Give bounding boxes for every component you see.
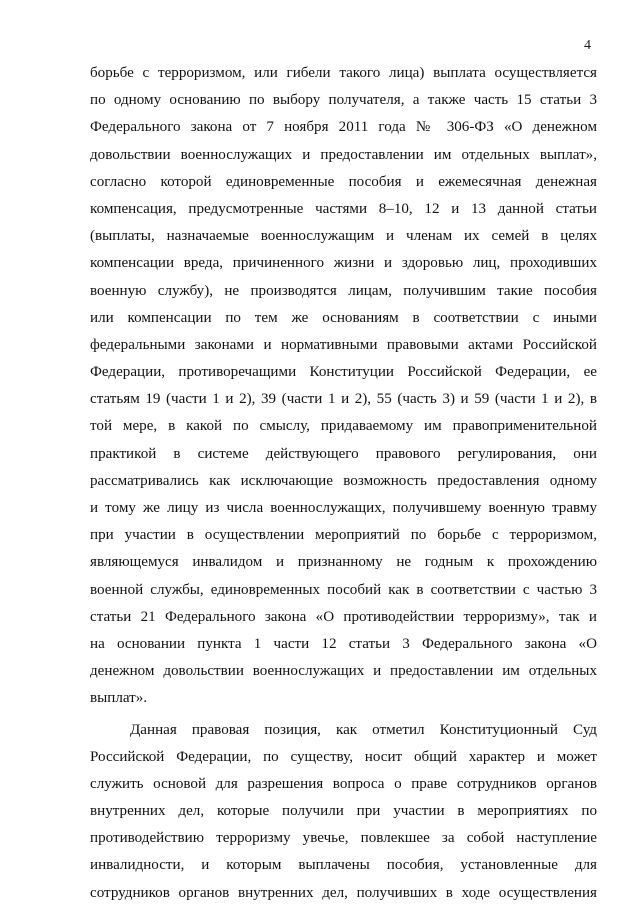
text-line: денежном довольствии военнослужащих и предоставлении им отдельных bbox=[90, 663, 597, 680]
text-line: при участии в осуществлении мероприятий по борьбе с терроризмом, bbox=[90, 527, 597, 544]
text-line: статьи 21 Федерального закона «О противодействии терроризму», так и bbox=[90, 608, 597, 625]
text-line: Данная правовая позиция, как отметил Конституционный Суд bbox=[130, 721, 597, 738]
text-line: противодействию терроризму увечье, повлекшее за собой наступление bbox=[90, 830, 597, 847]
page-number: 4 bbox=[584, 38, 591, 53]
text-line: рассматривались как исключающие возможность предоставления одному bbox=[90, 472, 597, 489]
paragraph-1 bbox=[90, 60, 597, 713]
text-line: сотрудников органов внутренних дел, получивших в ходе осуществления bbox=[90, 884, 597, 901]
text-line: Федерального закона от 7 ноября 2011 года № 306-ФЗ «О денежном bbox=[90, 119, 597, 136]
text-line: военной службы, единовременных пособий как в соответствии с частью 3 bbox=[90, 581, 597, 598]
text-line: по одному основанию по выбору получателя, а также часть 15 статьи 3 bbox=[90, 92, 597, 109]
text-line: практикой в системе действующего правового регулирования, они bbox=[90, 445, 597, 462]
text-line: Федерации, противоречащими Конституции Российской Федерации, ее bbox=[90, 364, 597, 381]
text-line: борьбе с терроризмом, или гибели такого лица) выплата осуществляется bbox=[90, 65, 597, 81]
text-line: являющемуся инвалидом и признанному не годным к прохождению bbox=[90, 554, 597, 571]
text-line: (выплаты, назначаемые военнослужащим и членам их семей в целях bbox=[90, 228, 597, 245]
paragraph-2 bbox=[90, 717, 597, 907]
text-line: компенсации вреда, причиненного жизни и здоровью лиц, проходивших bbox=[90, 255, 597, 272]
text-line: на основании пункта 1 части 12 статьи 3 Федерального закона «О bbox=[90, 635, 597, 652]
text-line: или компенсации по тем же основаниям в соответствии с иными bbox=[90, 309, 597, 326]
text-line: компенсация, предусмотренные частями 8–10, 12 и 13 данной статьи bbox=[90, 200, 597, 217]
text-line: инвалидности, и которым выплачены пособия, установленные для bbox=[90, 857, 597, 874]
text-line: Российской Федерации, по существу, носит общий характер и может bbox=[90, 748, 597, 765]
text-line: служить основой для разрешения вопроса о праве сотрудников органов bbox=[90, 775, 597, 792]
text-line: той мере, в какой по смыслу, придаваемому им правоприменительной bbox=[90, 418, 597, 435]
text-line: довольствии военнослужащих и предоставлении им отдельных выплат», bbox=[90, 146, 597, 163]
text-line: согласно которой единовременные пособия и ежемесячная денежная bbox=[90, 173, 597, 190]
text-line: выплат». bbox=[90, 690, 148, 707]
text-line: и тому же лицу из числа военнослужащих, получившему военную травму bbox=[90, 500, 597, 516]
text-line: статьям 19 (части 1 и 2), 39 (части 1 и 2), 55 (часть 3) и 59 (части 1 и 2), в bbox=[90, 391, 597, 408]
text-line: внутренних дел, которые получили при участии в мероприятиях по bbox=[90, 803, 597, 820]
document-body bbox=[90, 60, 597, 907]
text-line: федеральными законами и нормативными правовыми актами Российской bbox=[90, 336, 597, 353]
text-line: военную службу), не производятся лицам, получившим такие пособия bbox=[90, 282, 597, 299]
